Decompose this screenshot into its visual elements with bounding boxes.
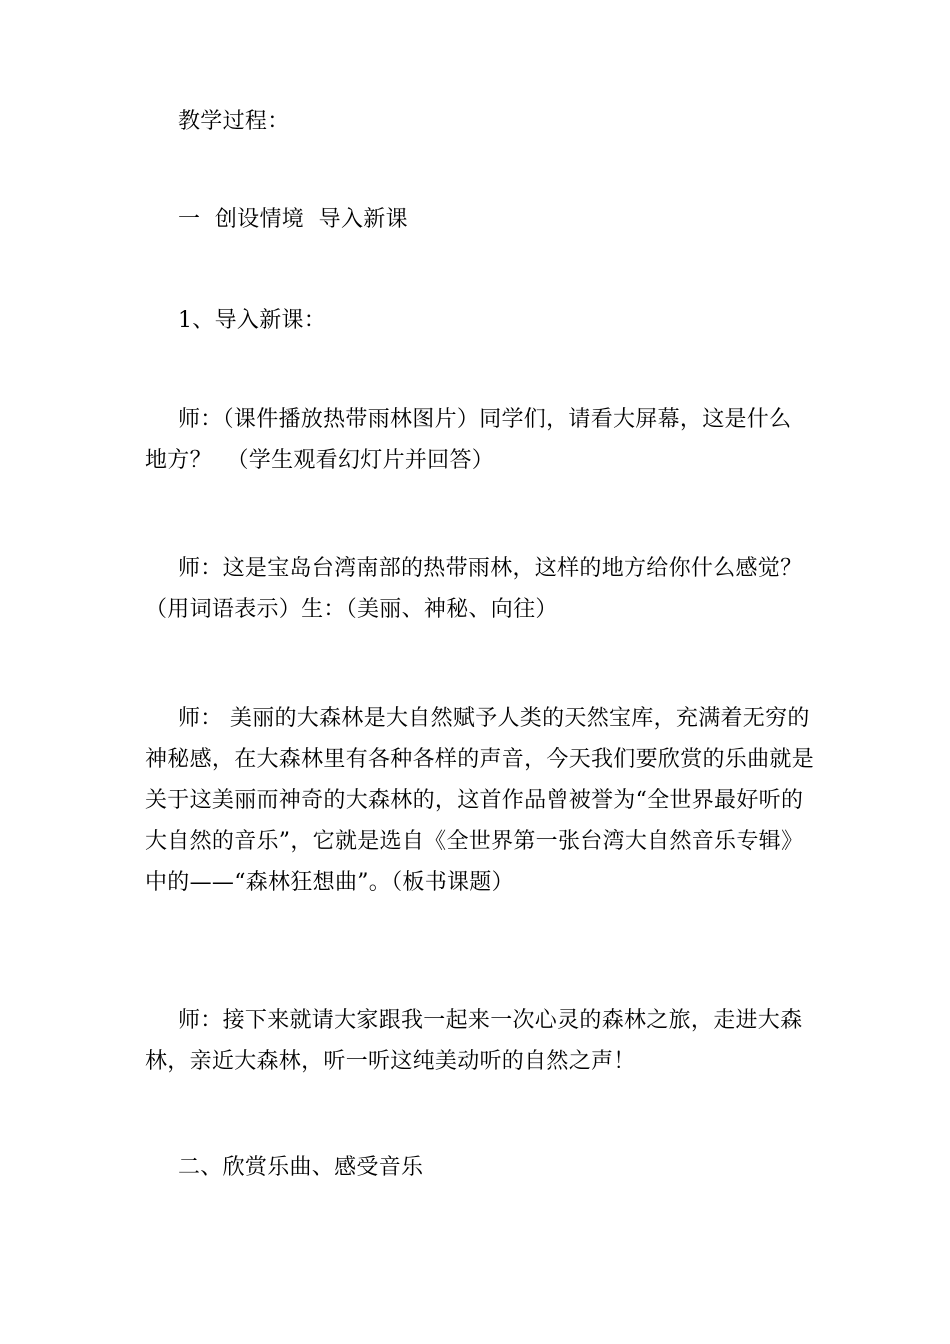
section-one-heading: 一 创设情境 导入新课	[178, 207, 408, 232]
paragraph-2: 师：这是宝岛台湾南部的热带雨林，这样的地方给你什么感觉？ （用词语表示）生：（美丽、神秘、向往）	[145, 556, 803, 622]
step-one-heading: 1、导入新课：	[178, 308, 327, 333]
paragraph-1: 师：（课件播放热带雨林图片）同学们，请看大屏幕，这是什么 地方？ （学生观看幻灯片并回答）	[145, 407, 792, 473]
section-two-heading: 二、欣赏乐曲、感受音乐	[178, 1155, 424, 1180]
heading-teaching-process: 教学过程：	[178, 109, 290, 134]
paragraph-4: 师：接下来就请大家跟我一起来一次心灵的森林之旅，走进大森 林，亲近大森林，听一听这纯美动听的自然之声！	[145, 1008, 803, 1074]
paragraph-3: 师： 美丽的大森林是大自然赋予人类的天然宝库，充满着无穷的 神秘感，在大森林里有各种各样的声音，今天我们要欣赏的乐曲就是 关于这美丽而神奇的大森林的，这首作品曾被誉为“全世界最好听的 大自然的音乐”，它就是选自《全世界第一张台湾大自然音乐专辑》 中的——“森林狂想曲”。（板书课题）	[145, 706, 815, 895]
